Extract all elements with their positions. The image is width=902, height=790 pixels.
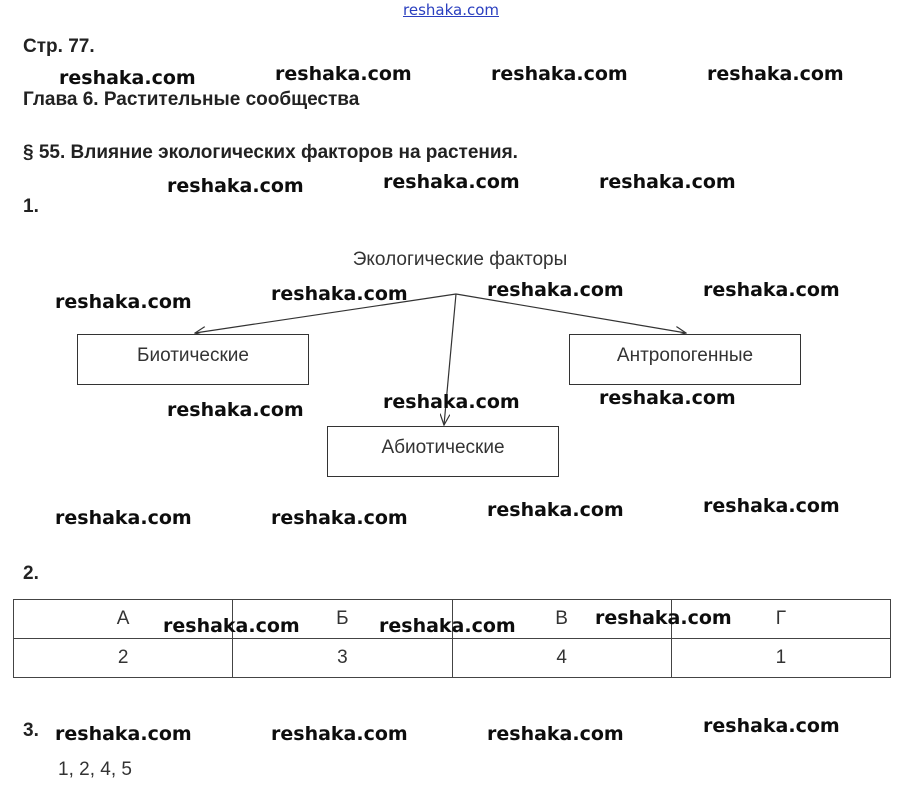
table-cell: 3	[233, 639, 452, 678]
table-header-cell: Б	[233, 600, 452, 639]
task-1-number: 1.	[23, 196, 39, 217]
diagram-root-label: Экологические факторы	[352, 249, 568, 270]
task-3-number: 3.	[23, 720, 39, 741]
watermark: reshaka.com	[487, 723, 624, 745]
abiotic-label: Абиотические	[381, 437, 505, 458]
watermark: reshaka.com	[167, 175, 304, 197]
watermark: reshaka.com	[55, 507, 192, 529]
watermark: reshaka.com	[383, 391, 520, 413]
watermark: reshaka.com	[703, 495, 840, 517]
watermark: reshaka.com	[703, 279, 840, 301]
watermark: reshaka.com	[163, 615, 300, 637]
page-ref: Стр. 77.	[23, 36, 95, 57]
table-cell: 4	[452, 639, 671, 678]
chapter-title: Глава 6. Растительные сообщества	[23, 89, 360, 110]
watermark: reshaka.com	[275, 63, 412, 85]
watermark: reshaka.com	[491, 63, 628, 85]
watermark: reshaka.com	[271, 507, 408, 529]
table-cell: 1	[671, 639, 890, 678]
table-header-cell: А	[14, 600, 233, 639]
anthropogenic-label: Антропогенные	[616, 345, 754, 366]
watermark: reshaka.com	[599, 387, 736, 409]
task-3-answer: 1, 2, 4, 5	[58, 759, 132, 780]
abiotic-box	[327, 426, 559, 477]
site-link[interactable]: reshaka.com	[403, 1, 499, 19]
section-title: § 55. Влияние экологических факторов на растения.	[23, 142, 518, 163]
watermark: reshaka.com	[167, 399, 304, 421]
watermark: reshaka.com	[383, 171, 520, 193]
watermark: reshaka.com	[271, 723, 408, 745]
watermark: reshaka.com	[55, 723, 192, 745]
biotic-label: Биотические	[136, 345, 249, 366]
task-2-number: 2.	[23, 563, 39, 584]
watermark: reshaka.com	[599, 171, 736, 193]
watermark: reshaka.com	[703, 715, 840, 737]
watermark: reshaka.com	[487, 499, 624, 521]
watermark: reshaka.com	[707, 63, 844, 85]
table-row	[14, 639, 891, 678]
answer-table	[13, 599, 891, 678]
table-header-cell: В	[452, 600, 671, 639]
watermark: reshaka.com	[59, 67, 196, 89]
watermark: reshaka.com	[595, 607, 732, 629]
anthropogenic-box	[569, 334, 801, 385]
table-cell: 2	[14, 639, 233, 678]
biotic-box	[77, 334, 309, 385]
watermark: reshaka.com	[379, 615, 516, 637]
watermark: reshaka.com	[271, 283, 408, 305]
table-header-cell: Г	[671, 600, 890, 639]
watermark: reshaka.com	[55, 291, 192, 313]
watermark: reshaka.com	[487, 279, 624, 301]
